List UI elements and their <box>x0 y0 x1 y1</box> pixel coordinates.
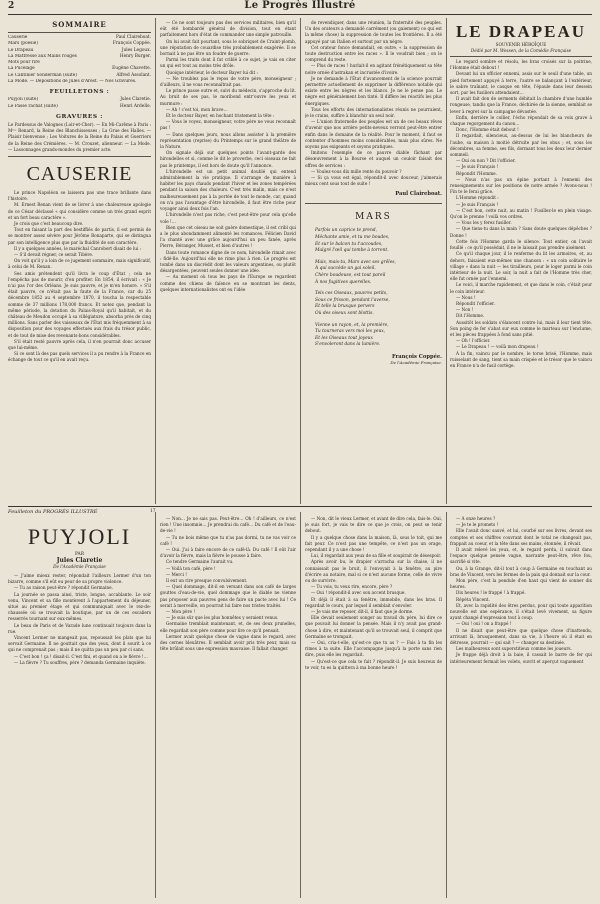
puyjoli-title: PUYJOLI <box>27 524 132 549</box>
paragraph: Après avoir bu, le drapier s'arracha sur la chaise, il ne connaissait pas le bruit, il l'envoyait à la fenêtre, au pire d'écrire au notaire, mal si ce n'est aucune forme, celle de vivre ou de survivre. <box>305 559 442 584</box>
entry-author: Henri Ardelle. <box>120 103 151 109</box>
column-rule <box>446 18 447 504</box>
paragraph: Il eut un rire presque convulsivement. <box>166 578 248 584</box>
causerie-signature: Paul Claireboat. <box>395 191 442 198</box>
mars-poem <box>305 228 442 349</box>
paragraph: — Non… Je ne sais pas. Peut-être… Oh ! d'ailleurs, ce n'est rien ! Une insomnie… Je prendrai du café… Du café et de l'eau-de-vie ! <box>160 516 296 534</box>
paragraph: Il y a quelque chose dans la maison, là, sous le toit, qui me fait peur. Ce n'est pas une tempête, ce n'est pas un orage, cependant il y a une chose ! <box>305 534 442 553</box>
puyjoli-academy: De l'Académie Française <box>53 564 106 569</box>
paragraph: Le prince Napoléon se laissera pas une trace brillante dans l'histoire. <box>8 189 151 202</box>
entry-title: Le Cantinier Sonderman (suite) <box>8 72 77 78</box>
entry-title: Causerie <box>8 35 28 40</box>
paragraph: Parmi les traits dont il fut criblé à ce sujet, je vais en citer un qui est tout au moins très drôle. <box>160 57 296 69</box>
poem-line: S'envoleront dans la lumière. <box>315 342 381 348</box>
entry-author: Alfred Assolant. <box>116 72 151 78</box>
column-rule <box>300 512 301 898</box>
paragraph: — Oh ! l'officier. <box>456 338 491 344</box>
poem-line: Malgré l'œil qui tombe à torrent. <box>315 248 389 254</box>
entry-title: Mots pour rire <box>8 60 40 66</box>
paragraph: — Au moment où tous les pays de l'Europe se regardent comme des chiens de faïence en se montrant les dents, quelques internationalistes ont eu l'idée <box>160 274 296 292</box>
column-middle-right <box>305 20 442 506</box>
entry-author: Jules Claretie. <box>120 97 151 103</box>
sommaire-entry <box>8 104 151 110</box>
paragraph: — Oui. J'ai à faire encore de ce café-là. Du café ! Il eût l'air d'avoir la fièvre, mais la fièvre le pousse à faire. <box>160 547 296 559</box>
paragraph: Le voici, il marche rapidement, et que dans le coin, c'était pour le coin intérieur. <box>450 282 592 294</box>
paragraph: Elle devait seulement songer au travail du père, lui dire ce que pouvait lui donner la pensée. Mais il n'y avait pas grand-chose à dire, et maintenant qu'il se trouvait seul, il comprit que Germaine se trompait. <box>305 615 442 639</box>
paragraph: Le prince passe outre et, suivi du médecin, s'approche du lit. Au bruit de ses pas, le moribond entr'ouvre les yeux et murmure : <box>160 88 296 106</box>
paragraph: — Non ! <box>456 307 474 313</box>
paragraph: Germaine tremblait maintenant, et, de ses deux prunelles, elle regardait son père comme pour lire ce qu'il pensait. <box>160 621 296 633</box>
paragraph: — Tu ne bois même que tu n'as pas dormi, tu ne vas voir ce café ! <box>160 534 296 546</box>
paragraph: À la fin, vaincu par le nombre, le torse brisé, l'Homme, mais ruisselant de sang, tient sa main crispée et le trésor que le vaincu en France n'a de fusil cortège. <box>450 350 592 368</box>
mars-signature-sub: De l'Académie Française. <box>390 359 442 365</box>
paragraph: — Oui ! répondit-il avec son accent brusque. <box>311 590 406 596</box>
column-sommaire-causerie <box>8 20 151 506</box>
paragraph: — J'aime mieux rester, répondait l'ailleurs Lermer d'un ton bizarre, comme s'il eût eu peur de sa propre violence. <box>8 573 151 585</box>
paragraph: Et le docteur Bayer, en hochant tristement la tête : <box>166 113 275 119</box>
paragraph: On voit qu'il y a loin de ce jugement sommaire, mais significatif, à celui de M. Renan. <box>8 258 151 270</box>
paragraph: Cet orateur fonce demandait, en outre, « la suppression de toute destruction entre les races ». Il le voudrait bien ; on le comprend du reste. <box>305 44 442 63</box>
paragraph: Dans toute romance digne de ce nom, hirondelle rimait avec : fidé-lle. Aujourd'hui elle ne rime plus à rien. Le progrès est tombé dans un discrédit dont les valeurs argentines, ou plutôt désargentées, peuvent seules donner une idée. <box>160 249 296 274</box>
poem-line: Et les Oiseaux tout joyeux <box>315 335 373 341</box>
poem-line: Tu tourneras vers moi les yeux, <box>315 329 386 335</box>
paragraph: La journée se passa ainsi, triste, longue, accablante. Le soir venu, Vincent et sa fille montèrent à l'appartement du déjeuner, situé au premier étage et qui communiquait avec le rez-de-chaussée où se trouvait la boutique, par un de ces escaliers resserrés tournant sur eux-mêmes. <box>8 591 151 622</box>
paragraph: — C'est bon ! ça ! disait-il. C'est fini, et quand on a le fièvre !… <box>14 653 148 659</box>
entry-author: Paul Claireboat. <box>116 35 151 40</box>
poem-line: Parfois un caprice te prend, <box>315 228 377 234</box>
feuilleton-text-2 <box>160 516 296 652</box>
paragraph: — Le Drapeau ! — voilà mon drapeau ! <box>456 344 539 350</box>
column-drapeau <box>450 20 592 506</box>
entry-title: La Mode. — Dépositions de Jules d'Arest. — Nos Gravures. <box>8 79 137 85</box>
poem-line: À nos fugitives querelles. <box>315 279 372 285</box>
entry-title: La Mattresse aux Mains rouges <box>8 53 77 59</box>
feuilletons-title: FEUILLETONS : <box>49 89 110 96</box>
paragraph: — Oui ! oui ! on a frappé ! <box>456 621 512 627</box>
column-middle-left <box>160 20 296 506</box>
entry-title: Le Drapeau <box>8 47 34 53</box>
paragraph: L'Homme répondit : <box>456 195 499 201</box>
poem-line: Et telle la brusque pervers <box>315 304 375 310</box>
paragraph: Dix heures ! le frappé ! à frappé. <box>456 590 526 596</box>
entry-author: François Coppée. <box>112 41 151 47</box>
feuilletons-list <box>8 97 151 110</box>
paragraph: Quoique intérieur, le docteur Bayer lui dit : <box>166 69 258 75</box>
paragraph: On signale déjà sur quelques points l'avant-garde des hirondelles et si, comme le dit le proverbe, ceci oiseaux ne fait pas le printemps, il est hors de doute qu'il l'annonce. <box>160 150 296 168</box>
paragraph: Vincent Lermer ne mangeait pas, repoussait les plats que lui servait Germaine. Il ne gouttait que des yeux, dont il sourit à ce qui ne comprenait pas ; mais il ne quitta pas un peu par ci sans. <box>8 635 151 653</box>
poem-line: Sous ce frisson, pendant l'averse, <box>315 297 390 303</box>
paragraph: — Quel dommage, dit-il en versant dans son café de larges gouttes d'eau-de-vie, quel dommage que le diable ne vienne pas proposer aux pauvres gens de faire un pacte avec lui ! Ce serait à merveille, on pourrait lui faire nos tristes traités. <box>160 584 296 608</box>
paragraph: — Vous le voyez, monseigneur, votre père ne vous reconnaît pas ! <box>160 119 296 131</box>
paragraph: — Oui ou non ? Dit l'officier. <box>456 158 516 164</box>
entry-author: Henry Burger. <box>119 53 151 59</box>
paragraph: — Si ça vous est égal, répondit-il avec douceur, j'aimerais mieux cent sous tout de suite ! <box>305 175 442 187</box>
sommaire-list <box>8 35 151 85</box>
header-rule <box>8 14 592 15</box>
paragraph: Il avait relevé les yeux, et, le regard perdu, il suivait dans l'espace quelque pensée vague, navrante peut-être, rêve fou, sacrifié si vite. <box>450 547 592 565</box>
paragraph: — S'il devait régner, ce serait Tibère. <box>14 252 94 258</box>
paragraph: Cette fois l'Homme garda le silence. Tout entier, on l'avait fouillé : ce qu'il possédait, il ne le laissait pas prendre aisément. <box>450 238 592 251</box>
mars-title: MARS <box>355 212 392 223</box>
poem-stanza <box>315 228 442 254</box>
paragraph: Répéta Vincent. <box>456 596 490 602</box>
paragraph: — Voilà ton café, père ! <box>166 565 216 571</box>
paragraph: — Je suis sûr que les plus honnêtes y seraient venus. <box>166 615 279 621</box>
gravures-title: GRAVURES : <box>56 113 103 120</box>
entry-author: Eugène Chavette. <box>112 66 151 72</box>
paragraph: — Je suis Français ! <box>456 164 499 170</box>
paragraph: — Non, dit le vieux Lermer, et avant de dire cela, fais-le. Oui, je suis fort, je vais te dire ce que je crois, on peut se tenir debout. <box>305 516 442 534</box>
paragraph: Je crois que c'est beaucoup dire. <box>14 221 84 226</box>
paragraph: Ou, à la Grange, dit-il tout à coup à Germaine en touchant au bras de Vincent, vers les fermes de la paix qui donnait sur la cour. <box>450 565 592 577</box>
paragraph: Devant lui un officier ennemi, assis sur le seuil d'une table, un pied fortement appuyé à terre, l'autre se balançant à l'extérieur, le sabre traînant, le casque en tête, l'épaule dans leur dessein sort, par les fusiliers attendaient… <box>450 71 592 96</box>
paragraph: Bien que cet oiseau ne soit guère domestique, il est cribl qui a le plus abondamment alimenté les romances. Félicien David l'a chanté avec une grâce aujourd'hui un peu fanée, après Pierre, Béranger, Musset, et bien d'autres ! <box>160 224 296 249</box>
paragraph: — Ne troublez pas le repos de votre père, monseigneur ; d'ailleurs, il ne vous reconnaîtrait pas. <box>160 75 296 88</box>
paragraph: — C'est bon, cette nuit, au matin ! Fusillez-le en plein visage. Qu'on le prenne ! voilà vos ordres. <box>450 207 592 220</box>
paragraph: Il regardait, silencieux, au-dessus de lui les blancheurs de l'aube, sa maison à moitié détruite par les obus ; et, sous les décombres, sa femme, ses fils, dormant tous les deux leur dernier sommeil. <box>450 133 592 158</box>
paragraph: Ce qu'il chaque jour, il le renferme du lit les armoires, et, au dehors, faisaient eux-mêmes une chanson : « un coin solitaire le village » dans la nuit — les tirailleurs, pour le loger parmi le coin intérieur de la nuit. Le soir, la nuit a fait de l'Homme très cher, elle fut ornée par l'ennemi. <box>450 251 592 282</box>
feuilleton-text-4 <box>450 516 592 665</box>
paragraph: — Plus de races ! hurlait-il en agitant frénétiquement sa tête noire ornée d'astrakan et incrustée d'ivoire. <box>305 63 442 75</box>
sommaire-entry <box>8 79 151 85</box>
poem-line: Chère boudeuse, est tout pareil <box>315 273 386 279</box>
poem-line: Mais, mais-tu, Mars avec ses grêles, <box>315 259 396 265</box>
feuilleton-label: Feuilleton du PROGRÈS ILLUSTRÉ <box>8 509 98 515</box>
paragraph: Répondit l'Homme. <box>456 170 497 176</box>
paragraph: — Dans quelques jours, nous allons assister à la première représentation (reprise) du Printemps sur le grand théâtre de la Nature. <box>160 131 296 150</box>
paragraph: — Nous n'as pas un épine portant à l'ennemi des renseignements sur les positions de notre armée ? Avons-nous ! Fin te le ferai grâce. <box>450 176 592 195</box>
feuilleton-column-1 <box>8 516 151 898</box>
mars-signature: François Coppée. <box>391 353 442 360</box>
column-rule <box>155 512 156 898</box>
column-rule <box>155 18 156 504</box>
paragraph: Si ce sont là des pas quels services il a pu rendre à la France en échange de tout ce qu'il en avait reçu. <box>8 351 151 363</box>
paragraph: Elle l'avait donc sauvé, et lui, courbé sur ses livres, devant ses comptes et ses chiffres couvrant dont le total ne changeait pas, frappait au coeur, et la tête dans ses mains, étonnée, il rêvait. <box>450 528 592 546</box>
entry-title: Le Passé rachat (suite) <box>8 103 58 109</box>
paragraph: Il y a quelques années, le maréchal Canrobert disait de lui : <box>14 245 142 251</box>
feuilleton-text-1 <box>8 573 151 666</box>
feuilleton-rule <box>8 506 592 507</box>
paragraph: — Nous ! <box>456 294 476 300</box>
paragraph: — Vous les y ferez fusiller. <box>456 220 512 226</box>
poem-stanza <box>315 260 442 286</box>
poem-line: À qui succède un gai soleil. <box>315 266 376 272</box>
paragraph: — Merci ! <box>166 571 187 577</box>
newspaper-title: Le Progrès Illustré <box>244 0 356 11</box>
paragraph: — Tu as raison peut-être ? répondit Germaine. <box>14 585 113 591</box>
paragraph: — Je suis Français ! <box>456 201 499 207</box>
paragraph: — Ce ne sont toujours pas des services militaires, bien qu'il eût été bombardé général de division, tout en étant parfaitement hors d'état de commander une simple patrouille. <box>160 20 296 38</box>
paragraph: On lui avait fait pourtant, sous le sobriquet de Craint-plomb, une réputation de couardise très probablement exagérée. Il se bornait à ne pas être un foudre de guerre. <box>160 38 296 57</box>
paragraph: Je ne demande à l'État d'avancement de la science pourrait permettre actuellement de supprimer la différence notable qui existe entre les nègres et les blancs. Je ne le pense pas. Le nègre est généralement bon tinté. Il diffère les réactifs les plus énergiques. <box>305 75 442 106</box>
feuilleton-text-3 <box>305 516 442 671</box>
paragraph: — Je vais me reposer, dit-il, il faut que je dorme. <box>311 609 414 615</box>
causerie-end <box>305 20 442 187</box>
paragraph: Les malheureux sont superstitieux comme les joueurs. <box>456 646 572 652</box>
paragraph: Il ne disait que peut-être que quelque chose d'inattendu, arrivant là, brusquement, dans sa vie, à l'heure où il était en détresse, pourrait — qui sait ? — changer sa destinée. <box>450 627 592 646</box>
causerie-continued <box>160 20 296 293</box>
paragraph: Ses amis prétendent qu'il livra le coup d'État ; cela ne l'empêcha pas de mourir, d'en profiter. En 1854, il écrivait : « Je n'ai pas l'or des Orléans. Je suis pauvre, et je m'en honore. » S'il était pauvre, ce n'était pas la faute de la France, car du 25 décembre 1852 au 4 septembre 1870, il toucha la respectable somme de 37 millions 178,000 francs. Et notez que, pendant la même période, la dotation du Palais-Royal qu'il habitait, et du château de Meudon occupé à sa villégiature, absorba près de cinq millions. Sans parler des vaisseaux de l'État mis fréquemment à sa disposition pour des voyages effectués aux frais du trésor public, et de tout de mise des revenants-bons considérables. <box>8 270 151 338</box>
paragraph: — Ah ! c'est toi, mon brave… <box>166 106 228 112</box>
paragraph: M. Ernest Renan vient de se livrer à une chaleureuse apologie de ce César déclassé « qui considère comme un très grand esprit et un fort beau caractère ». <box>8 202 151 220</box>
poem-stanza <box>315 291 442 317</box>
paragraph: — Que tiens-tu dans la main ? Sans doute quelques dépêches ? Donne ! <box>450 226 592 238</box>
paragraph: Aussitôt les soldats s'élancent contre lui, mais il leur tient tête. Son poing de fer s'abat sur eux comme le marteau sur l'enclume, et les pièces frappées à fond sans pitié. <box>450 319 592 337</box>
paragraph: Dit l'Homme. <box>456 313 485 319</box>
gravures-text: Le Pardessus de Valognes (Loir-et-Cher). — En Mi-Carême à Paris : Mᵐᵉ Renard, la Reine des Blanchisseuses ; La Grue des Halles. — Plaisir bienvenue ; Les Voitures de la Reine du Palais et Guerriers de la Reine des Crémières. — M. Crouzet, alienneur. — La Mode. — Lassonnages grands-mondes du premier acte. <box>8 121 151 152</box>
entry-title: Puyjoli (suite) <box>8 97 39 103</box>
page-number: 2 <box>8 1 15 11</box>
poem-stanza <box>315 323 442 349</box>
drapeau-subtitle: SOUVENIR HÉROÏQUE <box>495 42 547 47</box>
paragraph: — Je te le promets ! <box>456 522 499 528</box>
paragraph: — Voulez-vous dix mille rente du pouvoir ? <box>311 168 402 174</box>
entry-title: La Pucelage <box>8 66 35 72</box>
paragraph: — L'union fraternelle des peuples est un de ces beaux rêves d'avenir que nos arrière petits-neveux verront peut-être entrer enfin dans le domaine de la réalité. Pour le moment, il faut se contenter d'hommes moins considérables, mais plus sûres. Ne soyons pas exigeants et soyons pratiques. <box>305 119 442 150</box>
paragraph: Il avait fait don de serments débitait la chambre d'une humble rongeuse, tandis que la France, déchirée de la sienne, semblait se lever à regret sur la campagne dévastée. <box>450 96 592 114</box>
drapeau-body <box>450 59 592 369</box>
paragraph: S'il était resté pauvre après cela, il n'en pourrait donc accuser que lui-même. <box>8 338 151 351</box>
paragraph: L'hirondelle est un petit animal doublé qui entend admirablement la vie pratique. Il s'arrange de manière à habiter les pays chauds pendant l'hiver et les zones tempérées pendant la saison des chaleurs. C'est très malin, mais ce n'est malheureusement pas à la portée de tout le monde, car, quand on n'a pas l'avantage d'être hirondelle, il faut être riche pour voyager ainsi deux fois l'an. <box>160 168 296 212</box>
paragraph: — La fièvre ? Tu souffres, père ? demanda Germaine inquiète. <box>14 659 146 665</box>
paragraph: — Mon père ! <box>166 609 196 615</box>
paragraph: Imitons l'exemple de ce pauvre diable fâchant par désœuvrement à la Bourse et auquel un couloir faisait des offres de services : <box>305 150 442 168</box>
column-rule <box>446 512 447 898</box>
paragraph: Lermer avait quelque chose de vague dans le regard, avec des cernes bleuâtres. Il semblait avoir pris très peur, mais sa tête brûlait sous une expression mauvaise. Il fallait changer. <box>160 633 296 652</box>
entry-author: Jules Legoux. <box>121 47 151 53</box>
page-header <box>8 0 592 14</box>
poem-line: Où des oiseux sont blottis. <box>315 311 374 317</box>
paragraph: — Oui, cria-t-elle, qu'est-ce que tu as ? — Fais à ta fin les rimes à ta suite. Elle l'accompagne jusqu'à la porte sans rien dire, puis elle les regardait. <box>305 640 442 658</box>
paragraph: Donc, l'Homme était debout ! <box>456 127 519 133</box>
sommaire-title: SOMMAIRE <box>52 20 107 29</box>
entry-title: Mars (poésie) <box>8 41 38 47</box>
feuilleton-column-2 <box>160 516 296 898</box>
paragraph: Le beau de Paris et de Varade lune continuait toujours dans la rue. <box>8 622 151 634</box>
paragraph: Et, avec la rapidité des êtres perdus, pour qui toute apparition nouvelle est une espérance, il s'était levé vivement, sa figure ayant changé d'expression tout à coup. <box>450 602 592 621</box>
paragraph: de revendiquer, dans une réunion, la fraternité des peuples. Un des orateurs a demandé carrément (ou gaiement) ce qui est la même chose) la suppression de toutes les frontières. Il a été appuyé par un Italien et surtout par un nègre. <box>305 20 442 44</box>
paragraph: L'hirondelle n'est pas riche, c'est peut-être pour cela qu'elle vole !… <box>160 212 296 224</box>
paragraph: — Tu vois, tu veux rire, encore, père ? <box>311 584 393 590</box>
paragraph: Répondit l'officier. <box>456 300 495 306</box>
entry-author <box>147 79 151 85</box>
drapeau-byline: Dédié par M. Wessen, de la Comédie Française <box>470 48 572 53</box>
paragraph: Tous les efforts des internationalistes réunis ne pourraient, je le crains, suffire à blanchir un seul noir. <box>305 106 442 119</box>
column-rule <box>300 18 301 504</box>
causerie-title: CAUSERIE <box>26 162 133 185</box>
paragraph: Ce tendre Germaine l'aurait vu. <box>166 559 234 565</box>
sommaire-box <box>8 20 151 157</box>
paragraph: Je frappe déjà droit à la baie, il cassait le barre de fer qui intérieurement fermait les volets, ouvrit et aperçut vaguement <box>450 652 592 664</box>
puyjoli-author: Jules Claretie <box>56 557 103 564</box>
causerie-body <box>8 190 151 364</box>
feuilleton-column-4 <box>450 516 592 898</box>
paragraph: Le regard sombre et résolu, les bras croisés sur la poitrine, l'Homme était debout ! <box>450 59 592 71</box>
paragraph: Lui, il regardait aux yeux de sa fille et soupirait de désespoir. <box>311 553 442 559</box>
drapeau-title: LE DRAPEAU <box>455 22 587 41</box>
poem-line: Méchante amie, et tu me boudes, <box>315 235 390 241</box>
puyjoli-par: PAR <box>74 552 85 557</box>
paragraph: Mon père, c'est la pendule d'en haut qui vient de sonner dix heures. <box>450 578 592 590</box>
poem-line: Tels ces Oiseaux, pauvres petits, <box>315 291 388 297</box>
paragraph: — À onze heures ? <box>456 516 496 521</box>
feuilleton-column-3 <box>305 516 442 898</box>
paragraph: Et déjà il était à sa fenêtre, immobile, dans les bras. Il regardait le cours, par lequel il semblait s'envoler. <box>305 596 442 608</box>
paragraph: Tout en faisant la part des bestiffiés de partis, il est permis de se montrer assez sévère pour Jérôme Bonaparte, qui se distingua par son intelligence plus que par la fluidité de son caractère. <box>8 227 151 245</box>
feuilleton-number: 17 <box>150 509 156 514</box>
poem-line: Vienne un rayon, et, la première, <box>315 322 389 328</box>
poem-line: Et sur le balcon tu t'accoudes, <box>315 241 383 247</box>
paragraph: — Qu'est-ce que cela te fait ? répondit-il. Je suis heureux de te voir, tu es la quittera à ma bonne heure ! <box>305 658 442 670</box>
paragraph: Enfin, derrière le collier, l'écho répondait de sa voix grave à chaque regorgement du canon… <box>450 114 592 127</box>
